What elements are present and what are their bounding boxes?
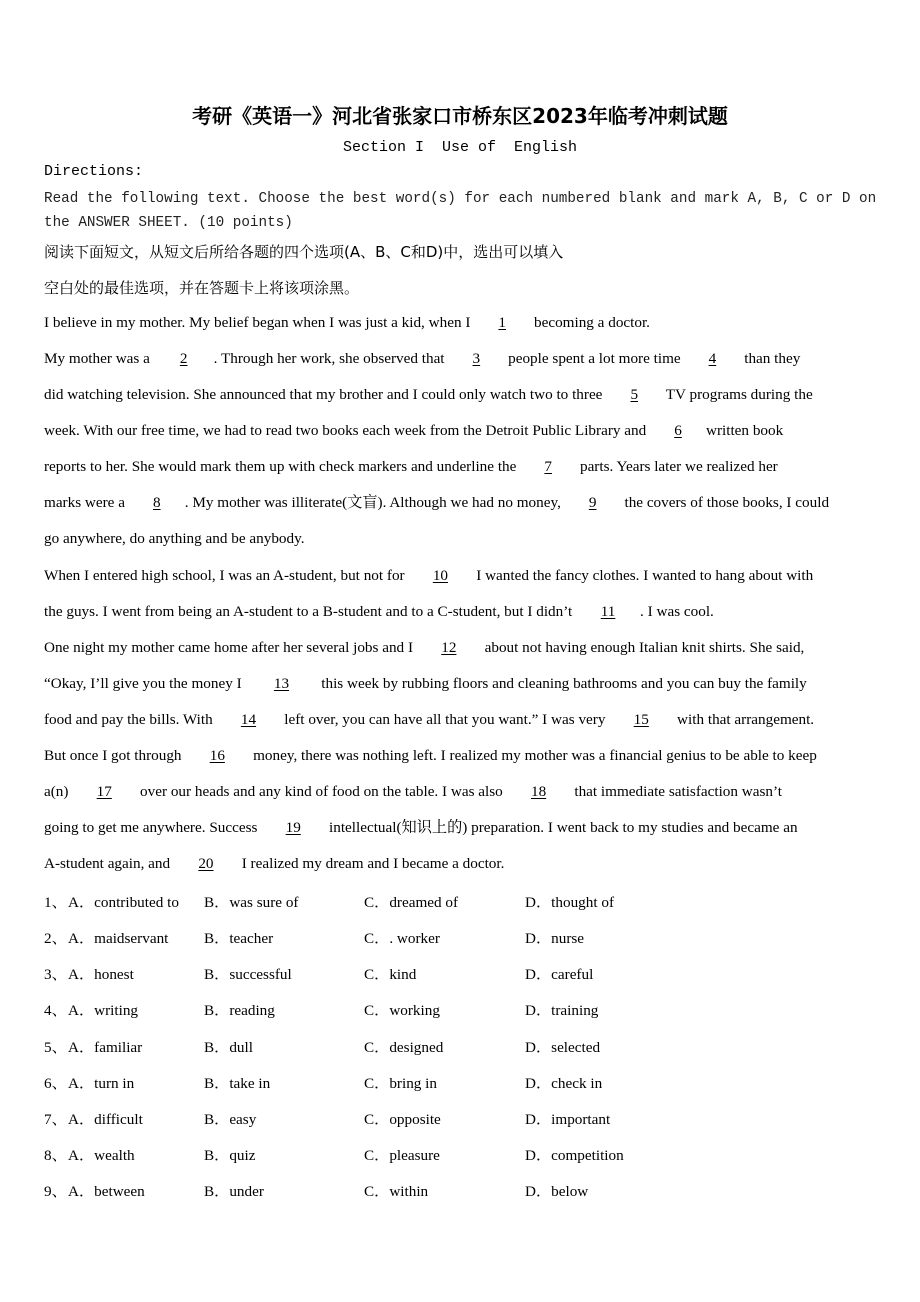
blank-11[interactable]: 11 [600, 603, 616, 620]
option-d[interactable]: D．check in [525, 1075, 603, 1092]
option-c[interactable]: C．dreamed of [364, 894, 459, 911]
question-options-6 [44, 1072, 904, 1094]
question-number: 6、 [44, 1075, 67, 1092]
blank-6[interactable]: 6 [674, 422, 682, 439]
blank-2[interactable]: 2 [179, 350, 188, 367]
blank-19[interactable]: 19 [285, 819, 301, 836]
passage-line: did watching television. She announced that my brother and I could only watch two to three 5 TV programs during the [44, 386, 813, 403]
option-d[interactable]: D．thought of [525, 894, 615, 911]
option-b[interactable]: B．under [204, 1183, 264, 1200]
option-a[interactable]: A．familiar [68, 1039, 143, 1056]
option-a[interactable]: A．turn in [68, 1075, 135, 1092]
blank-5[interactable]: 5 [630, 386, 639, 403]
option-c[interactable]: C．within [364, 1183, 429, 1200]
directions-text: Read the following text. Choose the best word(s) for each numbered blank and mark A, B, C or D on the ANSWER SHEET. (10 points) [44, 191, 877, 231]
passage-line: food and pay the bills. With 14 left over, you can have all that you want.” I was very 15 with that arrangement. [44, 711, 815, 728]
chinese-instruction-line-2: 空白处的最佳选项，并在答题卡上将该项涂黑。 [44, 279, 360, 297]
passage-line: “Okay, I’ll give you the money I 13 this week by rubbing floors and cleaning bathrooms and you can buy the family [44, 675, 807, 692]
blank-10[interactable]: 10 [432, 567, 449, 584]
option-c[interactable]: C．bring in [364, 1075, 437, 1092]
option-b[interactable]: B．easy [204, 1111, 257, 1128]
option-c[interactable]: C．pleasure [364, 1147, 440, 1164]
question-number: 8、 [44, 1147, 67, 1164]
blank-8[interactable]: 8 [152, 494, 161, 511]
option-b[interactable]: B．successful [204, 966, 292, 983]
option-a[interactable]: A．between [68, 1183, 145, 1200]
blank-16[interactable]: 16 [209, 747, 225, 764]
passage-line: But once I got through 16 money, there was nothing left. I realized my mother was a financial genius to be able to keep [44, 747, 817, 764]
option-d[interactable]: D．training [525, 1002, 599, 1019]
blank-18[interactable]: 18 [530, 783, 547, 800]
passage-line: One night my mother came home after her several jobs and I 12 about not having enough Italian knit shirts. She said, [44, 639, 805, 656]
blank-3[interactable]: 3 [472, 350, 481, 367]
passage-line: When I entered high school, I was an A-student, but not for 10 I wanted the fancy clothes. I wanted to hang about with [44, 567, 814, 584]
option-c[interactable]: C．opposite [364, 1111, 441, 1128]
passage-line: the guys. I went from being an A-student to a B-student and to a C-student, but I didn’t 11 . I was cool. [44, 603, 714, 620]
question-options-2 [44, 927, 904, 949]
question-number: 1、 [44, 894, 67, 911]
option-d[interactable]: D．below [525, 1183, 589, 1200]
question-number: 4、 [44, 1002, 67, 1019]
option-b[interactable]: B．teacher [204, 930, 274, 947]
passage-line: marks were a 8 . My mother was illiterate(文盲). Although we had no money, 9 the covers of those books, I could [44, 494, 830, 511]
option-b[interactable]: B．was sure of [204, 894, 299, 911]
passage-line: going to get me anywhere. Success 19 intellectual(知识上的) preparation. I went back to my studies and became an [44, 819, 798, 836]
option-b[interactable]: B．quiz [204, 1147, 256, 1164]
blank-1[interactable]: 1 [498, 314, 506, 331]
page-title: 考研《英语一》河北省张家口市桥东区2023年临考冲刺试题 [192, 104, 728, 128]
option-a[interactable]: A．honest [68, 966, 134, 983]
passage-line: My mother was a 2 . Through her work, she observed that 3 people spent a lot more time 4 than they [44, 350, 801, 367]
section-heading: Section I Use of English [342, 139, 578, 156]
option-b[interactable]: B．reading [204, 1002, 275, 1019]
option-d[interactable]: D．careful [525, 966, 594, 983]
blank-14[interactable]: 14 [240, 711, 257, 728]
option-a[interactable]: A．writing [68, 1002, 139, 1019]
directions-label: Directions: [44, 163, 144, 180]
option-d[interactable]: D．nurse [525, 930, 585, 947]
option-c[interactable]: C．working [364, 1002, 440, 1019]
option-c[interactable]: C．. worker [364, 930, 440, 947]
chinese-instruction-line-1: 阅读下面短文，从短文后所给各题的四个选项(A、B、C和D)中，选出可以填入 [44, 243, 564, 261]
option-d[interactable]: D．competition [525, 1147, 624, 1164]
option-a[interactable]: A．wealth [68, 1147, 135, 1164]
question-number: 7、 [44, 1111, 67, 1128]
option-b[interactable]: B．take in [204, 1075, 271, 1092]
question-number: 3、 [44, 966, 67, 983]
blank-7[interactable]: 7 [544, 458, 552, 475]
option-a[interactable]: A．contributed to [68, 894, 179, 911]
blank-12[interactable]: 12 [441, 639, 457, 656]
passage-line: week. With our free time, we had to read two books each week from the Detroit Public Library and 6 written book [44, 422, 784, 439]
question-options-9 [44, 1180, 904, 1202]
passage-line: go anywhere, do anything and be anybody. [44, 530, 305, 547]
passage-line: A-student again, and 20 I realized my dream and I became a doctor. [44, 855, 505, 872]
question-options-8 [44, 1144, 904, 1166]
blank-9[interactable]: 9 [588, 494, 597, 511]
question-options-1 [44, 891, 904, 913]
blank-15[interactable]: 15 [633, 711, 649, 728]
option-d[interactable]: D．important [525, 1111, 611, 1128]
option-b[interactable]: B．dull [204, 1039, 253, 1056]
blank-20[interactable]: 20 [198, 855, 214, 872]
passage-line: reports to her. She would mark them up with check markers and underline the 7 parts. Years later we realized her [44, 458, 778, 475]
question-number: 5、 [44, 1039, 67, 1056]
blank-4[interactable]: 4 [708, 350, 717, 367]
option-c[interactable]: C．kind [364, 966, 417, 983]
option-c[interactable]: C．designed [364, 1039, 444, 1056]
question-options-4 [44, 999, 904, 1021]
option-a[interactable]: A．maidservant [68, 930, 169, 947]
passage-line: I believe in my mother. My belief began when I was just a kid, when I 1 becoming a doctor. [44, 314, 650, 331]
blank-17[interactable]: 17 [96, 783, 112, 800]
option-a[interactable]: A．difficult [68, 1111, 143, 1128]
question-options-5 [44, 1036, 904, 1058]
question-number: 2、 [44, 930, 67, 947]
option-d[interactable]: D．selected [525, 1039, 601, 1056]
passage-line: a(n) 17 over our heads and any kind of food on the table. I was also 18 that immediate satisfaction wasn’t [44, 783, 783, 800]
blank-13[interactable]: 13 [273, 675, 290, 692]
question-number: 9、 [44, 1183, 67, 1200]
question-options-7 [44, 1108, 904, 1130]
question-options-3 [44, 963, 904, 985]
